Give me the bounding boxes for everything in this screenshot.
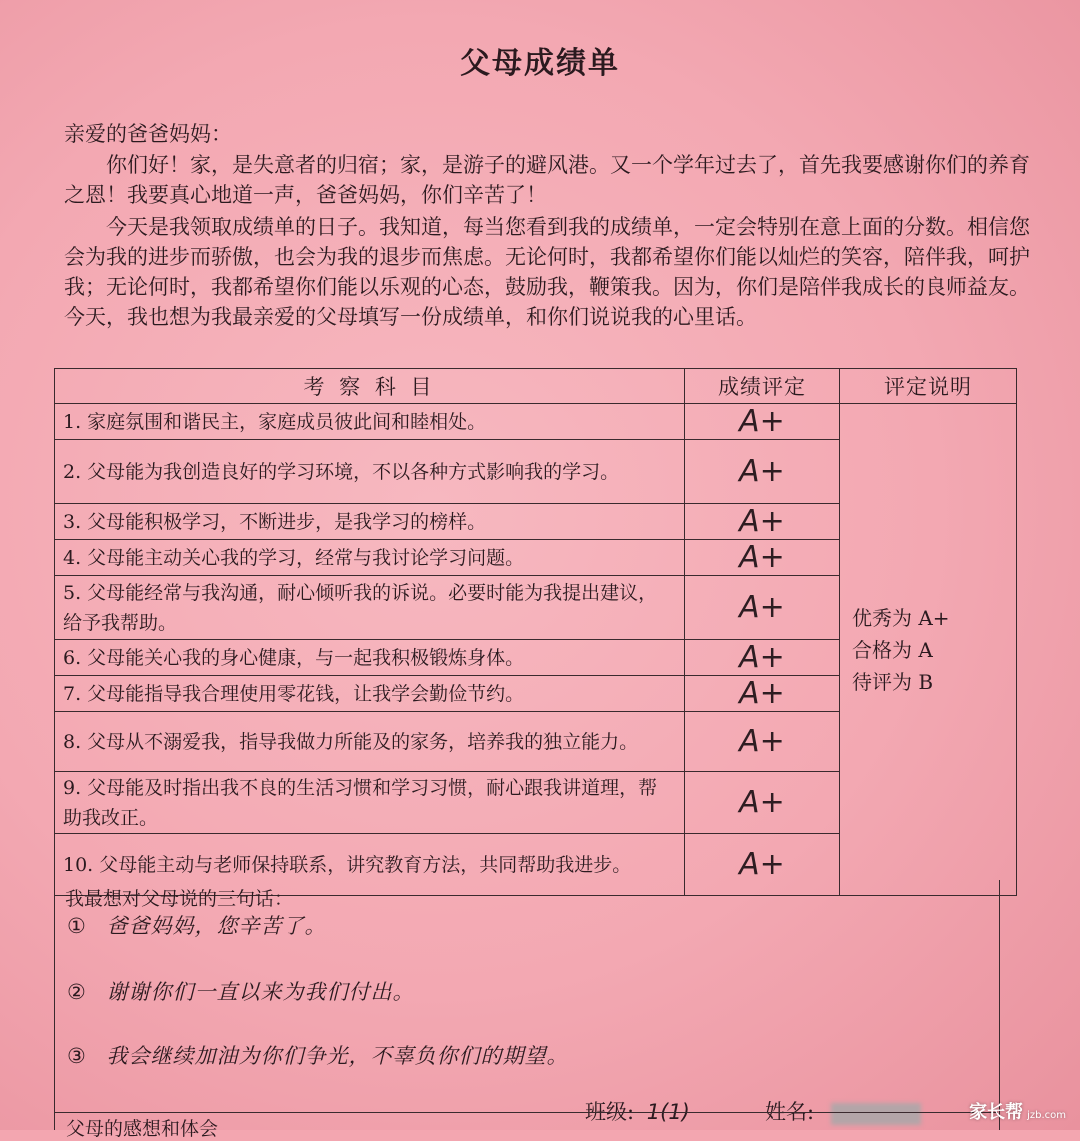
wish-text: 爸爸妈妈，您辛苦了。	[106, 914, 327, 938]
grade-cell: A+	[685, 834, 840, 896]
item-cell: 8. 父母从不溺爱我，指导我做力所能及的家务，培养我的独立能力。	[55, 712, 685, 772]
table-header-row	[55, 369, 1017, 404]
greeting: 亲爱的爸爸妈妈：	[64, 122, 232, 146]
note-cell	[840, 404, 1017, 896]
grade-cell: A+	[685, 576, 840, 640]
wishes-section	[54, 880, 1000, 1130]
class-label: 班级:	[585, 1100, 635, 1124]
wish-item-1	[67, 910, 327, 940]
item-cell: 5. 父母能经常与我沟通，耐心倾听我的诉说。必要时能为我提出建议，给予我帮助。	[55, 576, 685, 640]
item-cell: 3. 父母能积极学习，不断进步，是我学习的榜样。	[55, 504, 685, 540]
header-note: 评定说明	[840, 369, 1017, 404]
note-line-1: 优秀为 A+	[852, 605, 950, 630]
watermark	[969, 1098, 1066, 1124]
table-row	[55, 404, 1017, 440]
grade-cell: A+	[685, 404, 840, 440]
header-item: 考 察 科 目	[55, 369, 685, 404]
grade-cell: A+	[685, 440, 840, 504]
wishes-title: 我最想对父母说的三句话：	[65, 888, 294, 910]
grade-cell: A+	[685, 504, 840, 540]
item-cell: 10. 父母能主动与老师保持联系，讲究教育方法，共同帮助我进步。	[55, 834, 685, 896]
wish-number: ①	[67, 914, 86, 938]
grade-cell: A+	[685, 772, 840, 834]
header-grade: 成绩评定	[685, 369, 840, 404]
grade-cell: A+	[685, 640, 840, 676]
class-value: 1(1)	[646, 1100, 690, 1124]
name-redacted	[831, 1103, 921, 1125]
name-field	[765, 1096, 921, 1126]
wish-item-3	[67, 1040, 569, 1070]
name-label: 姓名:	[765, 1100, 815, 1124]
class-field	[585, 1096, 690, 1126]
document-title: 父母成绩单	[460, 46, 620, 81]
item-cell: 1. 家庭氛围和谐民主，家庭成员彼此间和睦相处。	[55, 404, 685, 440]
item-cell: 9. 父母能及时指出我不良的生活习惯和学习习惯，耐心跟我讲道理，帮助我改正。	[55, 772, 685, 834]
grade-table	[54, 368, 1017, 896]
paragraph-2: 今天是我领取成绩单的日子。我知道，每当您看到我的成绩单，一定会特别在意上面的分数。相信您会为我的进步而骄傲，也会为我的退步而焦虑。无论何时，我都希望你们能以灿烂的笑容，陪伴我，呵护我；无论何时，我都希望你们能以乐观的心态，鼓励我，鞭策我。因为，你们是陪伴我成长的良师益友。今天，我也想为我最亲爱的父母填写一份成绩单，和你们说说我的心里话。	[64, 215, 1030, 329]
wish-number: ②	[67, 980, 86, 1004]
grade-cell: A+	[685, 676, 840, 712]
watermark-brand: 家长帮	[969, 1102, 1024, 1123]
parents-reflection-label: 父母的感想和体会	[66, 1118, 219, 1140]
grade-cell: A+	[685, 540, 840, 576]
watermark-site: jzb.com	[1027, 1110, 1066, 1121]
note-line-3: 待评为 B	[852, 669, 934, 694]
grade-cell: A+	[685, 712, 840, 772]
wish-number: ③	[67, 1044, 86, 1068]
item-cell: 6. 父母能关心我的身心健康，与一起我积极锻炼身体。	[55, 640, 685, 676]
item-cell: 7. 父母能指导我合理使用零花钱，让我学会勤俭节约。	[55, 676, 685, 712]
item-cell: 2. 父母能为我创造良好的学习环境，不以各种方式影响我的学习。	[55, 440, 685, 504]
item-cell: 4. 父母能主动关心我的学习，经常与我讨论学习问题。	[55, 540, 685, 576]
bottom-divider	[54, 1112, 998, 1113]
note-line-2: 合格为 A	[852, 637, 933, 662]
wish-item-2	[67, 976, 415, 1006]
wish-text: 我会继续加油为你们争光，不辜负你们的期望。	[106, 1044, 569, 1068]
wish-text: 谢谢你们一直以来为我们付出。	[106, 980, 415, 1004]
paragraph-1: 你们好！家，是失意者的归宿；家，是游子的避风港。又一个学年过去了，首先我要感谢你们的养育之恩！我要真心地道一声，爸爸妈妈，你们辛苦了！	[64, 153, 1030, 207]
